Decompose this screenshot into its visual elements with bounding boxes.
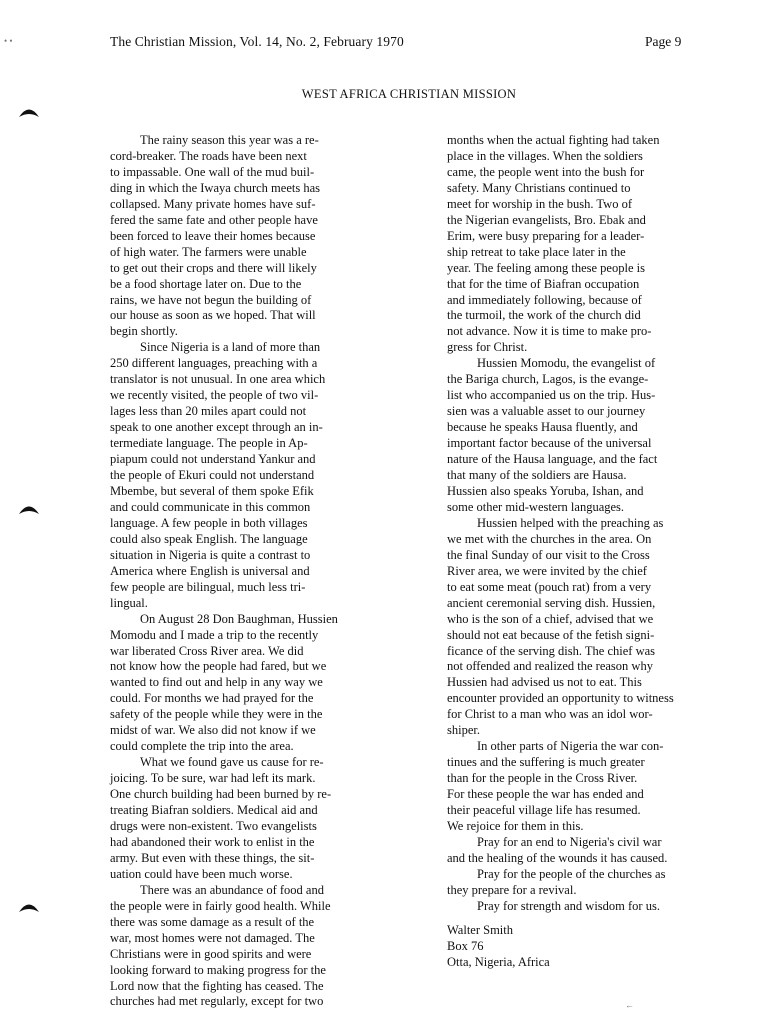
text-line: Since Nigeria is a land of more than <box>140 340 321 355</box>
text-line: looking forward to making progress for the <box>110 962 326 977</box>
text-line: ding in which the Iwaya church meets has <box>110 180 321 195</box>
text-line: 250 different languages, preaching with a <box>110 356 318 371</box>
text-line: begin shortly. <box>110 324 178 339</box>
text-line: encounter provided an opportunity to witness <box>447 691 674 706</box>
article-column-right-body <box>447 133 768 915</box>
text-line: could. For months we had prayed for the <box>110 691 314 706</box>
text-line: army. But even with these things, the sit- <box>110 850 315 865</box>
scan-artifact-mark: • • <box>4 36 13 46</box>
text-line: safety. Many Christians continued to <box>447 180 631 195</box>
text-line: our house as soon as we hoped. That will <box>110 308 316 323</box>
text-line: of high water. The farmers were unable <box>110 244 307 259</box>
text-line: Pray for an end to Nigeria's civil war <box>477 834 662 849</box>
text-line: could complete the trip into the area. <box>110 739 294 754</box>
binder-hole-top-icon <box>18 106 40 118</box>
text-line: language. A few people in both villages <box>110 515 308 530</box>
text-line: nature of the Hausa language, and the fact <box>447 452 658 467</box>
text-line: not advance. Now it is time to make pro- <box>447 324 652 339</box>
binder-hole-middle-icon <box>18 503 40 515</box>
text-line: for Christ to a man who was an idol wor- <box>447 707 653 722</box>
article-column-right <box>447 133 768 971</box>
text-line: because he speaks Hausa fluently, and <box>447 420 638 435</box>
text-line: midst of war. We also did not know if we <box>110 723 316 738</box>
text-line: the final Sunday of our visit to the Cross <box>447 547 650 562</box>
text-line: On August 28 Don Baughman, Hussien <box>140 611 338 626</box>
signature-line: Walter Smith <box>447 922 513 937</box>
text-line: the people were in fairly good health. While <box>110 898 331 913</box>
text-line: tinues and the suffering is much greater <box>447 755 645 770</box>
text-line: termediate language. The people in Ap- <box>110 436 308 451</box>
text-line: situation in Nigeria is quite a contrast to <box>110 547 311 562</box>
text-line: Hussien helped with the preaching as <box>477 515 664 530</box>
text-line: the turmoil, the work of the church did <box>447 308 641 323</box>
text-line: lages less than 20 miles apart could not <box>110 404 307 419</box>
text-line: the Nigerian evangelists, Bro. Ebak and <box>447 212 646 227</box>
running-head: The Christian Mission, Vol. 14, No. 2, February 1970 <box>110 34 404 49</box>
text-line: churches had met regularly, except for two <box>110 994 324 1009</box>
binder-hole-bottom-icon <box>18 901 40 913</box>
text-line: to get out their crops and there will likely <box>110 260 317 275</box>
text-line: There was an abundance of food and <box>140 882 324 897</box>
text-line: Lord now that the fighting has ceased. The <box>110 978 324 993</box>
text-line: Pray for the people of the churches as <box>477 866 666 881</box>
text-line: had abandoned their work to enlist in the <box>110 834 315 849</box>
text-line: not offended and realized the reason why <box>447 659 653 674</box>
text-line: should not eat because of the fetish signi- <box>447 627 655 642</box>
text-line: piapum could not understand Yankur and <box>110 452 316 467</box>
text-line: to impassable. One wall of the mud buil- <box>110 164 315 179</box>
text-line: collapsed. Many private homes have suf- <box>110 196 316 211</box>
text-line: been forced to leave their homes because <box>110 228 316 243</box>
text-line: who is the son of a chief, advised that we <box>447 611 654 626</box>
text-line: and the healing of the wounds it has caused. <box>447 850 668 865</box>
text-line: some other mid-western languages. <box>447 499 625 514</box>
section-title: WEST AFRICA CHRISTIAN MISSION <box>301 87 517 101</box>
text-line: River area, we were invited by the chief <box>447 563 647 578</box>
text-line: few people are bilingual, much less tri- <box>110 579 306 594</box>
scan-artifact-mark: ← <box>625 1000 634 1010</box>
text-line: speak to one another except through an in- <box>110 420 323 435</box>
text-line: America where English is universal and <box>110 563 310 578</box>
text-line: rains, we have not begun the building of <box>110 292 312 307</box>
text-line: Mbembe, but several of them spoke Efik <box>110 483 314 498</box>
text-line: safety of the people while they were in the <box>110 707 323 722</box>
text-line: list who accompanied us on the trip. Hus- <box>447 388 656 403</box>
text-line: be a food shortage later on. Due to the <box>110 276 302 291</box>
text-line: the Bariga church, Lagos, is the evange- <box>447 372 649 387</box>
text-line: wanted to find out and help in any way we <box>110 675 323 690</box>
text-line: and immediately following, because of <box>447 292 642 307</box>
text-line: uation could have been much worse. <box>110 866 293 881</box>
text-line: that for the time of Biafran occupation <box>447 276 640 291</box>
text-line: cord-breaker. The roads have been next <box>110 148 307 163</box>
text-line: their peaceful village life has resumed. <box>447 803 641 818</box>
text-line: Hussien Momodu, the evangelist of <box>477 356 656 371</box>
text-line: For these people the war has ended and <box>447 787 644 802</box>
text-line: important factor because of the universal <box>447 436 652 451</box>
text-line: We rejoice for them in this. <box>447 818 584 833</box>
text-line: treating Biafran soldiers. Medical aid and <box>110 803 318 818</box>
text-line: Erim, were busy preparing for a leader- <box>447 228 645 243</box>
text-line: What we found gave us cause for re- <box>140 755 324 770</box>
text-line: sien was a valuable asset to our journey <box>447 404 646 419</box>
text-line: to eat some meat (pouch rat) from a very <box>447 579 652 594</box>
text-line: the people of Ekuri could not understand <box>110 468 315 483</box>
text-line: came, the people went into the bush for <box>447 164 645 179</box>
signature-line: Box 76 <box>447 938 484 953</box>
text-line: drugs were non-existent. Two evangelists <box>110 818 317 833</box>
text-line: Hussien also speaks Yoruba, Ishan, and <box>447 483 644 498</box>
text-line: war liberated Cross River area. We did <box>110 643 304 658</box>
signature-line: Otta, Nigeria, Africa <box>447 954 550 969</box>
text-line: ficance of the serving dish. The chief was <box>447 643 656 658</box>
text-line: Momodu and I made a trip to the recently <box>110 627 319 642</box>
text-line: ship retreat to take place later in the <box>447 244 626 259</box>
text-line: translator is not unusual. In one area which <box>110 372 326 387</box>
text-line: we recently visited, the people of two vil- <box>110 388 319 403</box>
text-line: lingual. <box>110 595 148 610</box>
text-line: we met with the churches in the area. On <box>447 531 652 546</box>
text-line: than for the people in the Cross River. <box>447 771 638 786</box>
text-line: place in the villages. When the soldiers <box>447 148 643 163</box>
text-line: fered the same fate and other people have <box>110 212 318 227</box>
text-line: The rainy season this year was a re- <box>140 133 319 147</box>
text-line: gress for Christ. <box>447 340 528 355</box>
text-line: Christians were in good spirits and were <box>110 946 312 961</box>
signature-block <box>447 923 768 971</box>
text-line: months when the actual fighting had taken <box>447 133 660 147</box>
page-number: Page 9 <box>645 34 682 49</box>
text-line: could also speak English. The language <box>110 531 308 546</box>
text-line: In other parts of Nigeria the war con- <box>477 739 664 754</box>
text-line: Hussien had advised us not to eat. This <box>447 675 642 690</box>
text-line: joicing. To be sure, war had left its mark. <box>110 771 316 786</box>
text-line: year. The feeling among these people is <box>447 260 645 275</box>
text-line: not know how the people had fared, but we <box>110 659 327 674</box>
text-line: ancient ceremonial serving dish. Hussien, <box>447 595 656 610</box>
text-line: war, most homes were not damaged. The <box>110 930 315 945</box>
text-line: shiper. <box>447 723 480 738</box>
text-line: Pray for strength and wisdom for us. <box>477 898 660 913</box>
text-line: there was some damage as a result of the <box>110 914 315 929</box>
text-line: that many of the soldiers are Hausa. <box>447 468 627 483</box>
text-line: meet for worship in the bush. Two of <box>447 196 632 211</box>
text-line: and could communicate in this common <box>110 499 311 514</box>
article-column-left <box>110 133 402 1010</box>
text-line: One church building had been burned by re- <box>110 787 332 802</box>
text-line: they prepare for a revival. <box>447 882 577 897</box>
